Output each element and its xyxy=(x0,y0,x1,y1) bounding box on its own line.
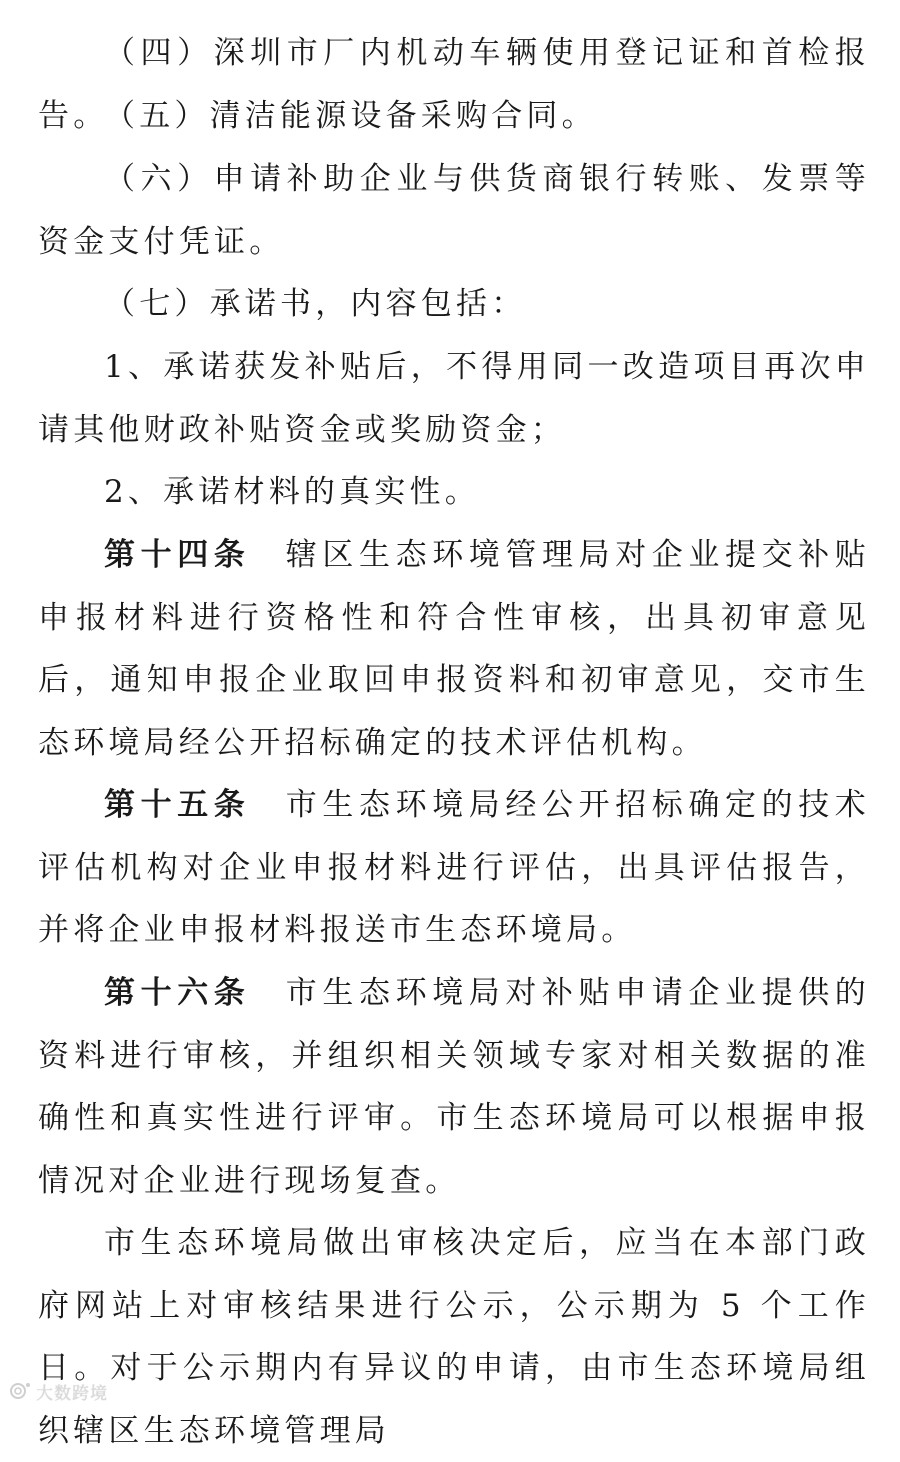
article-heading: 第十四条 xyxy=(104,537,251,573)
article-16 xyxy=(38,962,870,1212)
paragraph-text: 市生态环境局做出审核决定后，应当在本部门政府网站上对审核结果进行公示，公示期为 5 个工作日。对于公示期内有异议的申请，由市生态环境局组织辖区生态环境管理局 xyxy=(38,1225,870,1449)
article-15 xyxy=(38,774,870,962)
watermark xyxy=(8,1378,108,1404)
paragraph-item-5 xyxy=(38,85,870,148)
paragraph-item-7 xyxy=(38,273,870,336)
paragraph-text: 2、承诺材料的真实性。 xyxy=(104,474,480,510)
article-14 xyxy=(38,524,870,774)
article-text: 市生态环境局经公开招标确定的技术评估机构对企业申报材料进行评估，出具评估报告，并将企业申报材料报送市生态环境局。 xyxy=(38,787,870,948)
paragraph-item-6 xyxy=(38,148,870,273)
publicity-paragraph xyxy=(38,1212,870,1462)
watermark-text: 大数跨境 xyxy=(36,1383,108,1404)
paragraph-text: （五）清洁能源设备采购合同。 xyxy=(104,98,597,134)
paragraph-text: （六）申请补助企业与供货商银行转账、发票等资金支付凭证。 xyxy=(38,161,870,260)
article-text: 辖区生态环境管理局对企业提交补贴申报材料进行资格性和符合性审核，出具初审意见后，通知申报企业取回申报资料和初审意见，交市生态环境局经公开招标确定的技术评估机构。 xyxy=(38,537,870,761)
pledge-item-2 xyxy=(38,461,870,524)
article-text: 市生态环境局对补贴申请企业提供的资料进行审核，并组织相关领域专家对相关数据的准确性和真实性进行评审。市生态环境局可以根据申报情况对企业进行现场复查。 xyxy=(38,975,870,1199)
paragraph-text: （七）承诺书，内容包括： xyxy=(104,286,527,322)
camera-lens-icon xyxy=(8,1381,32,1401)
article-heading: 第十六条 xyxy=(104,975,251,1011)
article-heading: 第十五条 xyxy=(104,787,251,823)
paragraph-text: 1、承诺获发补贴后，不得用同一改造项目再次申请其他财政补贴资金或奖励资金； xyxy=(38,349,870,448)
pledge-item-1 xyxy=(38,336,870,461)
paragraph-text: （四）深圳市厂内机动车辆使用登记证和首检报告。 xyxy=(38,35,870,134)
